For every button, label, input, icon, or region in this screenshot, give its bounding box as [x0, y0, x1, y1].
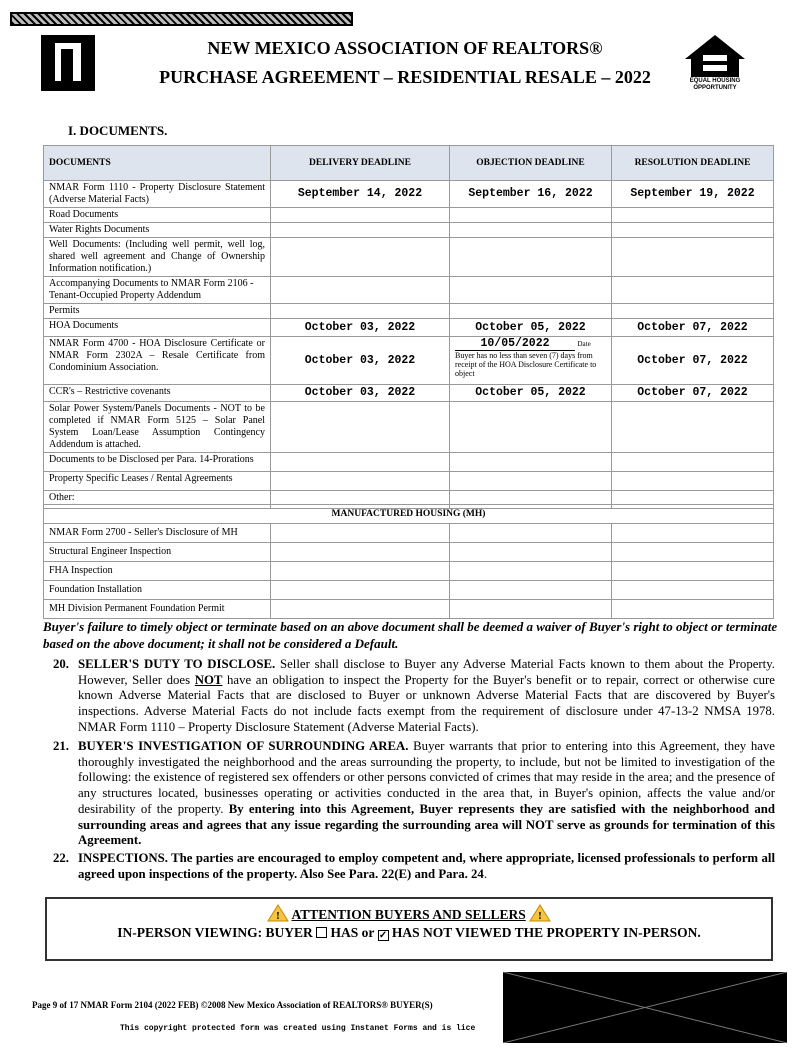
para-text: have an obligation to inspect the Property for the Buyer's benefit or to repair, correct or otherwise cure known Adverse Material Facts that are disclosed to Buyer or unknown Adverse Material Facts that are discovered by Buyer's inspections. Adverse Material Facts do not include facts exempt from the requirement of disclosure under 47-13-2 NMSA 1978. NMAR Form 1110 – Property Disclosure Statement (Adverse Material Facts).	[78, 672, 775, 734]
resolution-deadline[interactable]	[612, 562, 774, 581]
table-row	[44, 223, 774, 238]
document-name: CCR's – Restrictive covenants	[44, 385, 271, 402]
objection-deadline[interactable]: October 05, 2022	[450, 319, 612, 337]
para-21	[53, 739, 775, 849]
objection-deadline[interactable]	[450, 543, 612, 562]
mh-document-name: FHA Inspection	[44, 562, 271, 581]
mh-table	[43, 504, 774, 619]
delivery-deadline[interactable]	[271, 238, 450, 277]
delivery-deadline[interactable]	[271, 277, 450, 304]
para-text: Buyer warrants that prior to entering into this Agreement, they have thoroughly investigated the neighborhood and the areas surrounding the property, to include, but not be limited to investigation of the following: the existence of registered sex offenders or other persons convicted of crimes that may reside in the area; and the presence of any structures located, businesses operating or activities conducted in the area that, in Buyer's opinion, affects the value and/or desirability of the property.	[78, 739, 775, 816]
para-title: SELLER'S DUTY TO DISCLOSE.	[78, 657, 276, 671]
table-row	[44, 319, 774, 337]
resolution-deadline[interactable]	[612, 304, 774, 319]
document-name: NMAR Form 1110 - Property Disclosure Statement (Adverse Material Facts)	[44, 181, 271, 208]
delivery-deadline[interactable]	[271, 472, 450, 491]
document-name: Water Rights Documents	[44, 223, 271, 238]
document-name: Solar Power System/Panels Documents - NOT to be completed if NMAR Form 5125 – Solar Panel System Loan/Lease Assumption Contingency Addendum is attached.	[44, 402, 271, 453]
col-header: OBJECTION DEADLINE	[450, 146, 612, 181]
objection-deadline[interactable]	[450, 581, 612, 600]
table-row	[44, 181, 774, 208]
delivery-deadline[interactable]: October 03, 2022	[271, 385, 450, 402]
resolution-deadline[interactable]	[612, 208, 774, 223]
table-row	[44, 562, 774, 581]
objection-deadline[interactable]: October 05, 2022	[450, 385, 612, 402]
para-title: INSPECTIONS. The parties are encouraged to employ competent and, where appropriate, licensed professionals to perform all agreed upon inspections of the property. Also See Para. 22(E) and Para. 24	[78, 851, 775, 881]
col-header: DELIVERY DEADLINE	[271, 146, 450, 181]
col-header: DOCUMENTS	[44, 146, 271, 181]
has-viewed-checkbox[interactable]	[316, 927, 327, 938]
objection-deadline[interactable]	[450, 277, 612, 304]
document-name: Well Documents: (Including well permit, well log, shared well agreement and Change of Ownership Information notification.)	[44, 238, 271, 277]
para-number: 22.	[53, 851, 69, 865]
delivery-deadline[interactable]	[271, 524, 450, 543]
has-label: HAS or	[327, 925, 378, 940]
delivery-deadline[interactable]	[271, 304, 450, 319]
documents-table	[43, 145, 774, 509]
document-name: Road Documents	[44, 208, 271, 223]
table-row	[44, 600, 774, 619]
table-row	[44, 402, 774, 453]
col-header: RESOLUTION DEADLINE	[612, 146, 774, 181]
delivery-deadline[interactable]	[271, 402, 450, 453]
para-number: 21.	[53, 739, 69, 753]
delivery-deadline[interactable]: September 14, 2022	[271, 181, 450, 208]
objection-deadline[interactable]	[450, 238, 612, 277]
waiver-text: Buyer's failure to timely object or terminate based on an above document shall be deemed a waiver of Buyer's right to object or terminate based on the above document; it shall not be considered a Default.	[43, 619, 778, 651]
resolution-deadline[interactable]	[612, 600, 774, 619]
table-row	[44, 543, 774, 562]
table-row	[44, 337, 774, 385]
has-not-label: HAS NOT VIEWED THE PROPERTY IN-PERSON.	[388, 925, 701, 940]
table-row	[44, 304, 774, 319]
delivery-deadline[interactable]	[271, 223, 450, 238]
delivery-deadline[interactable]: October 03, 2022	[271, 319, 450, 337]
equal-housing-text: EQUAL HOUSING OPPORTUNITY	[689, 78, 741, 91]
realtor-logo-text: REALTOR®	[41, 80, 95, 91]
table-row	[44, 453, 774, 472]
delivery-deadline[interactable]: October 03, 2022	[271, 337, 450, 385]
delivery-deadline[interactable]	[271, 562, 450, 581]
table-row	[44, 524, 774, 543]
para-emphasis: NOT	[194, 672, 223, 687]
mh-document-name: Foundation Installation	[44, 581, 271, 600]
para-text: Seller shall disclose to Buyer any Adverse Material Facts known to them about the Property. However, Seller does	[78, 657, 775, 687]
delivery-deadline[interactable]	[271, 543, 450, 562]
resolution-deadline[interactable]: October 07, 2022	[612, 337, 774, 385]
page-footer: Page 9 of 17 NMAR Form 2104 (2022 FEB) ©2008 New Mexico Association of REALTORS® BUYER(S)	[32, 1000, 433, 1010]
para-22	[53, 851, 775, 882]
resolution-deadline[interactable]	[612, 402, 774, 453]
attention-title: ATTENTION BUYERS AND SELLERS	[291, 907, 526, 922]
resolution-deadline[interactable]	[612, 453, 774, 472]
mh-document-name: Structural Engineer Inspection	[44, 543, 271, 562]
license-notice: This copyright protected form was created using Instanet Forms and is lice	[120, 1024, 476, 1033]
mh-document-name: NMAR Form 2700 - Seller's Disclosure of MH	[44, 524, 271, 543]
objection-deadline[interactable]	[450, 453, 612, 472]
objection-deadline[interactable]	[450, 402, 612, 453]
para-title: BUYER'S INVESTIGATION OF SURROUNDING AREA.	[78, 739, 409, 753]
para-20	[53, 657, 775, 736]
resolution-deadline[interactable]: September 19, 2022	[612, 181, 774, 208]
delivery-deadline[interactable]	[271, 581, 450, 600]
svg-text:!: !	[538, 910, 542, 922]
objection-deadline[interactable]	[450, 208, 612, 223]
resolution-deadline[interactable]	[612, 238, 774, 277]
table-row	[44, 238, 774, 277]
table-row	[44, 385, 774, 402]
objection-deadline[interactable]	[450, 562, 612, 581]
para-text: .	[483, 866, 488, 881]
table-row	[44, 277, 774, 304]
resolution-deadline[interactable]	[612, 543, 774, 562]
resolution-deadline[interactable]	[612, 472, 774, 491]
delivery-deadline[interactable]	[271, 600, 450, 619]
viewing-label: IN-PERSON VIEWING: BUYER	[117, 925, 317, 940]
objection-deadline[interactable]	[450, 472, 612, 491]
document-name: Other:	[44, 491, 271, 509]
document-name: Permits	[44, 304, 271, 319]
document-name: Property Specific Leases / Rental Agreements	[44, 472, 271, 491]
resolution-deadline[interactable]	[612, 223, 774, 238]
objection-deadline[interactable]	[450, 524, 612, 543]
table-row	[44, 581, 774, 600]
objection-deadline[interactable]	[450, 600, 612, 619]
objection-deadline[interactable]	[450, 337, 612, 385]
redaction-bar	[10, 12, 353, 26]
has-not-viewed-checkbox[interactable]: ✓	[378, 930, 388, 941]
table-row	[44, 208, 774, 223]
document-name: NMAR Form 4700 - HOA Disclosure Certificate or NMAR Form 2302A – Resale Certificate from Condominium Association.	[44, 337, 271, 385]
warning-icon	[267, 904, 289, 922]
attention-box	[45, 897, 773, 961]
warning-icon	[529, 904, 551, 922]
objection-deadline[interactable]: September 16, 2022	[450, 181, 612, 208]
resolution-deadline[interactable]	[612, 277, 774, 304]
document-name: Accompanying Documents to NMAR Form 2106 - Tenant-Occupied Property Addendum	[44, 277, 271, 304]
delivery-deadline[interactable]	[271, 453, 450, 472]
document-name: HOA Documents	[44, 319, 271, 337]
objection-deadline[interactable]	[450, 223, 612, 238]
mh-title: MANUFACTURED HOUSING (MH)	[44, 505, 774, 524]
para-bold-text: By entering into this Agreement, Buyer represents they are satisfied with the neighborhood and surrounding areas and agrees that any issue regarding the surrounding area will NOT serve as grounds for termination of this Agreement.	[78, 801, 775, 848]
redaction-box	[503, 972, 787, 1043]
svg-text:!: !	[276, 910, 280, 922]
section-heading: I. DOCUMENTS.	[68, 123, 168, 138]
mh-document-name: MH Division Permanent Foundation Permit	[44, 600, 271, 619]
table-row	[44, 472, 774, 491]
date-label: Date	[577, 340, 591, 348]
document-name: Documents to be Disclosed per Para. 14-Prorations	[44, 453, 271, 472]
para-number: 20.	[53, 657, 69, 671]
resolution-deadline[interactable]: October 07, 2022	[612, 385, 774, 402]
org-title: NEW MEXICO ASSOCIATION OF REALTORS®	[207, 38, 603, 58]
resolution-deadline[interactable]: October 07, 2022	[612, 319, 774, 337]
delivery-deadline[interactable]	[271, 208, 450, 223]
form-title: PURCHASE AGREEMENT – RESIDENTIAL RESALE – 2022	[159, 67, 651, 87]
objection-deadline[interactable]	[450, 304, 612, 319]
objection-note: Buyer has no less than seven (7) days from receipt of the HOA Disclosure Certificate to object	[455, 351, 597, 378]
objection-date[interactable]: 10/05/2022	[455, 338, 575, 351]
resolution-deadline[interactable]	[612, 581, 774, 600]
resolution-deadline[interactable]	[612, 524, 774, 543]
